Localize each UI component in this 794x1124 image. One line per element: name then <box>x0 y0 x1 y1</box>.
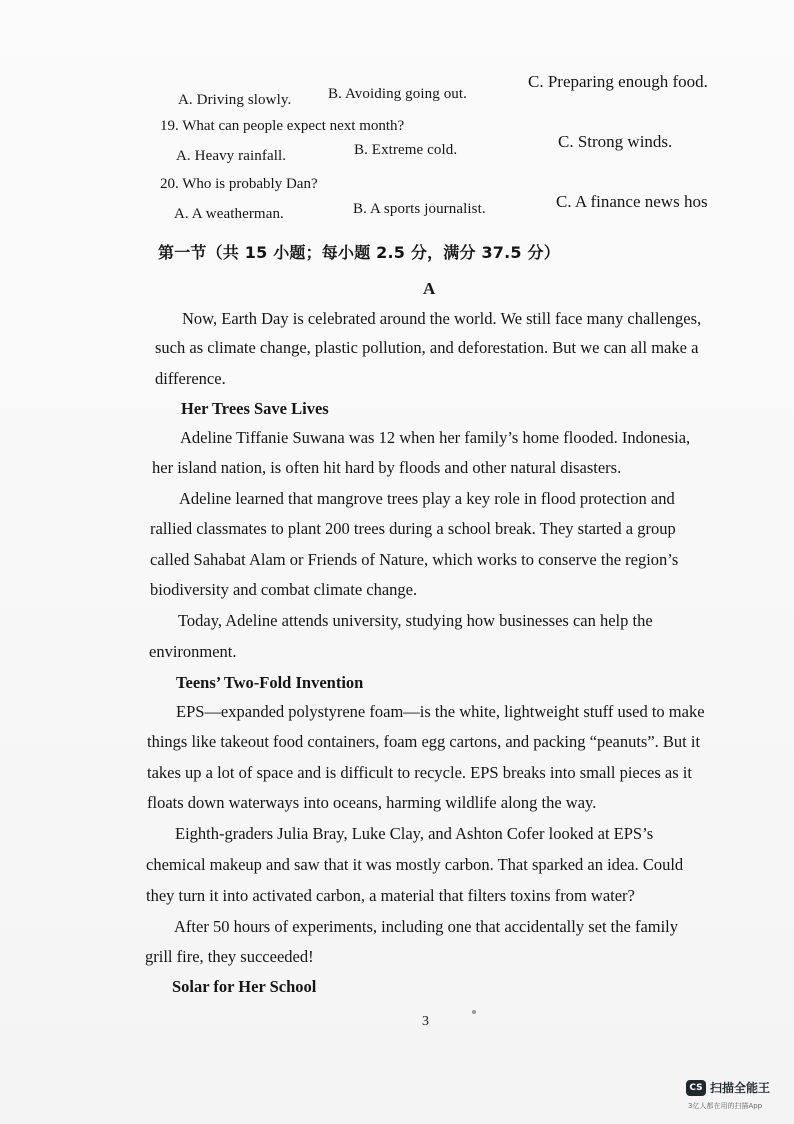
scanner-tagline: 3亿人都在用的扫描App <box>688 1102 763 1110</box>
subhead-her-trees: Her Trees Save Lives <box>181 399 329 418</box>
s1-p3-line-1: Today, Adeline attends university, studying how businesses can help the <box>178 611 653 630</box>
q19-option-b[interactable]: B. Extreme cold. <box>354 142 458 158</box>
s2-p1-line-4: floats down waterways into oceans, harming wildlife along the way. <box>147 793 597 812</box>
q18-option-c[interactable]: C. Preparing enough food. <box>528 72 708 91</box>
s1-p2-line-4: biodiversity and combat climate change. <box>150 580 418 599</box>
s2-p1-line-1: EPS—expanded polystyrene foam—is the white, lightweight stuff used to make <box>176 702 705 721</box>
s2-p3-line-2: grill fire, they succeeded! <box>145 947 314 966</box>
intro-line-1: Now, Earth Day is celebrated around the world. We still face many challenges, <box>182 309 702 328</box>
q18-option-a[interactable]: A. Driving slowly. <box>178 92 292 108</box>
q19-option-c[interactable]: C. Strong winds. <box>558 132 673 151</box>
s1-p1-line-1: Adeline Tiffanie Suwana was 12 when her family’s home flooded. Indonesia, <box>180 428 691 447</box>
camscanner-logo-icon: CS <box>686 1080 706 1096</box>
intro-line-3: difference. <box>155 369 226 388</box>
passage-letter: A <box>423 279 436 298</box>
s1-p1-line-2: her island nation, is often hit hard by floods and other natural disasters. <box>152 458 622 477</box>
q18-option-b[interactable]: B. Avoiding going out. <box>328 86 468 102</box>
scanner-app-name: 扫描全能王 <box>710 1081 771 1095</box>
scan-speck <box>472 1010 476 1014</box>
subhead-solar: Solar for Her School <box>172 977 317 996</box>
q19-option-a[interactable]: A. Heavy rainfall. <box>176 148 287 164</box>
s2-p3-line-1: After 50 hours of experiments, including one that accidentally set the family <box>174 917 679 936</box>
s2-p2-line-1: Eighth-graders Julia Bray, Luke Clay, and Ashton Cofer looked at EPS’s <box>175 824 654 843</box>
s2-p2-line-3: they turn it into activated carbon, a material that filters toxins from water? <box>146 886 635 905</box>
q20-option-b[interactable]: B. A sports journalist. <box>353 201 486 217</box>
intro-line-2: such as climate change, plastic pollution, and deforestation. But we can all make a <box>155 338 699 357</box>
s1-p2-line-2: rallied classmates to plant 200 trees during a school break. They started a group <box>150 519 676 538</box>
s2-p1-line-3: takes up a lot of space and is difficult to recycle. EPS breaks into small pieces as it <box>147 763 692 782</box>
s2-p1-line-2: things like takeout food containers, foam egg cartons, and packing “peanuts”. But it <box>147 732 701 751</box>
subhead-teens-invention: Teens’ Two-Fold Invention <box>176 673 364 692</box>
s2-p2-line-2: chemical makeup and saw that it was mostly carbon. That sparked an idea. Could <box>146 855 684 874</box>
s1-p3-line-2: environment. <box>149 642 237 661</box>
s1-p2-line-1: Adeline learned that mangrove trees play a key role in flood protection and <box>179 489 675 508</box>
q20-option-a[interactable]: A. A weatherman. <box>174 206 284 222</box>
q20-stem: 20. Who is probably Dan? <box>160 176 318 192</box>
section-heading: 第一节（共 15 小题；每小题 2.5 分，满分 37.5 分） <box>158 243 560 262</box>
s1-p2-line-3: called Sahabat Alam or Friends of Nature, which works to conserve the region’s <box>150 550 679 569</box>
q19-stem: 19. What can people expect next month? <box>160 118 405 134</box>
page-number: 3 <box>422 1014 429 1029</box>
q20-option-c[interactable]: C. A finance news hos <box>556 192 708 211</box>
